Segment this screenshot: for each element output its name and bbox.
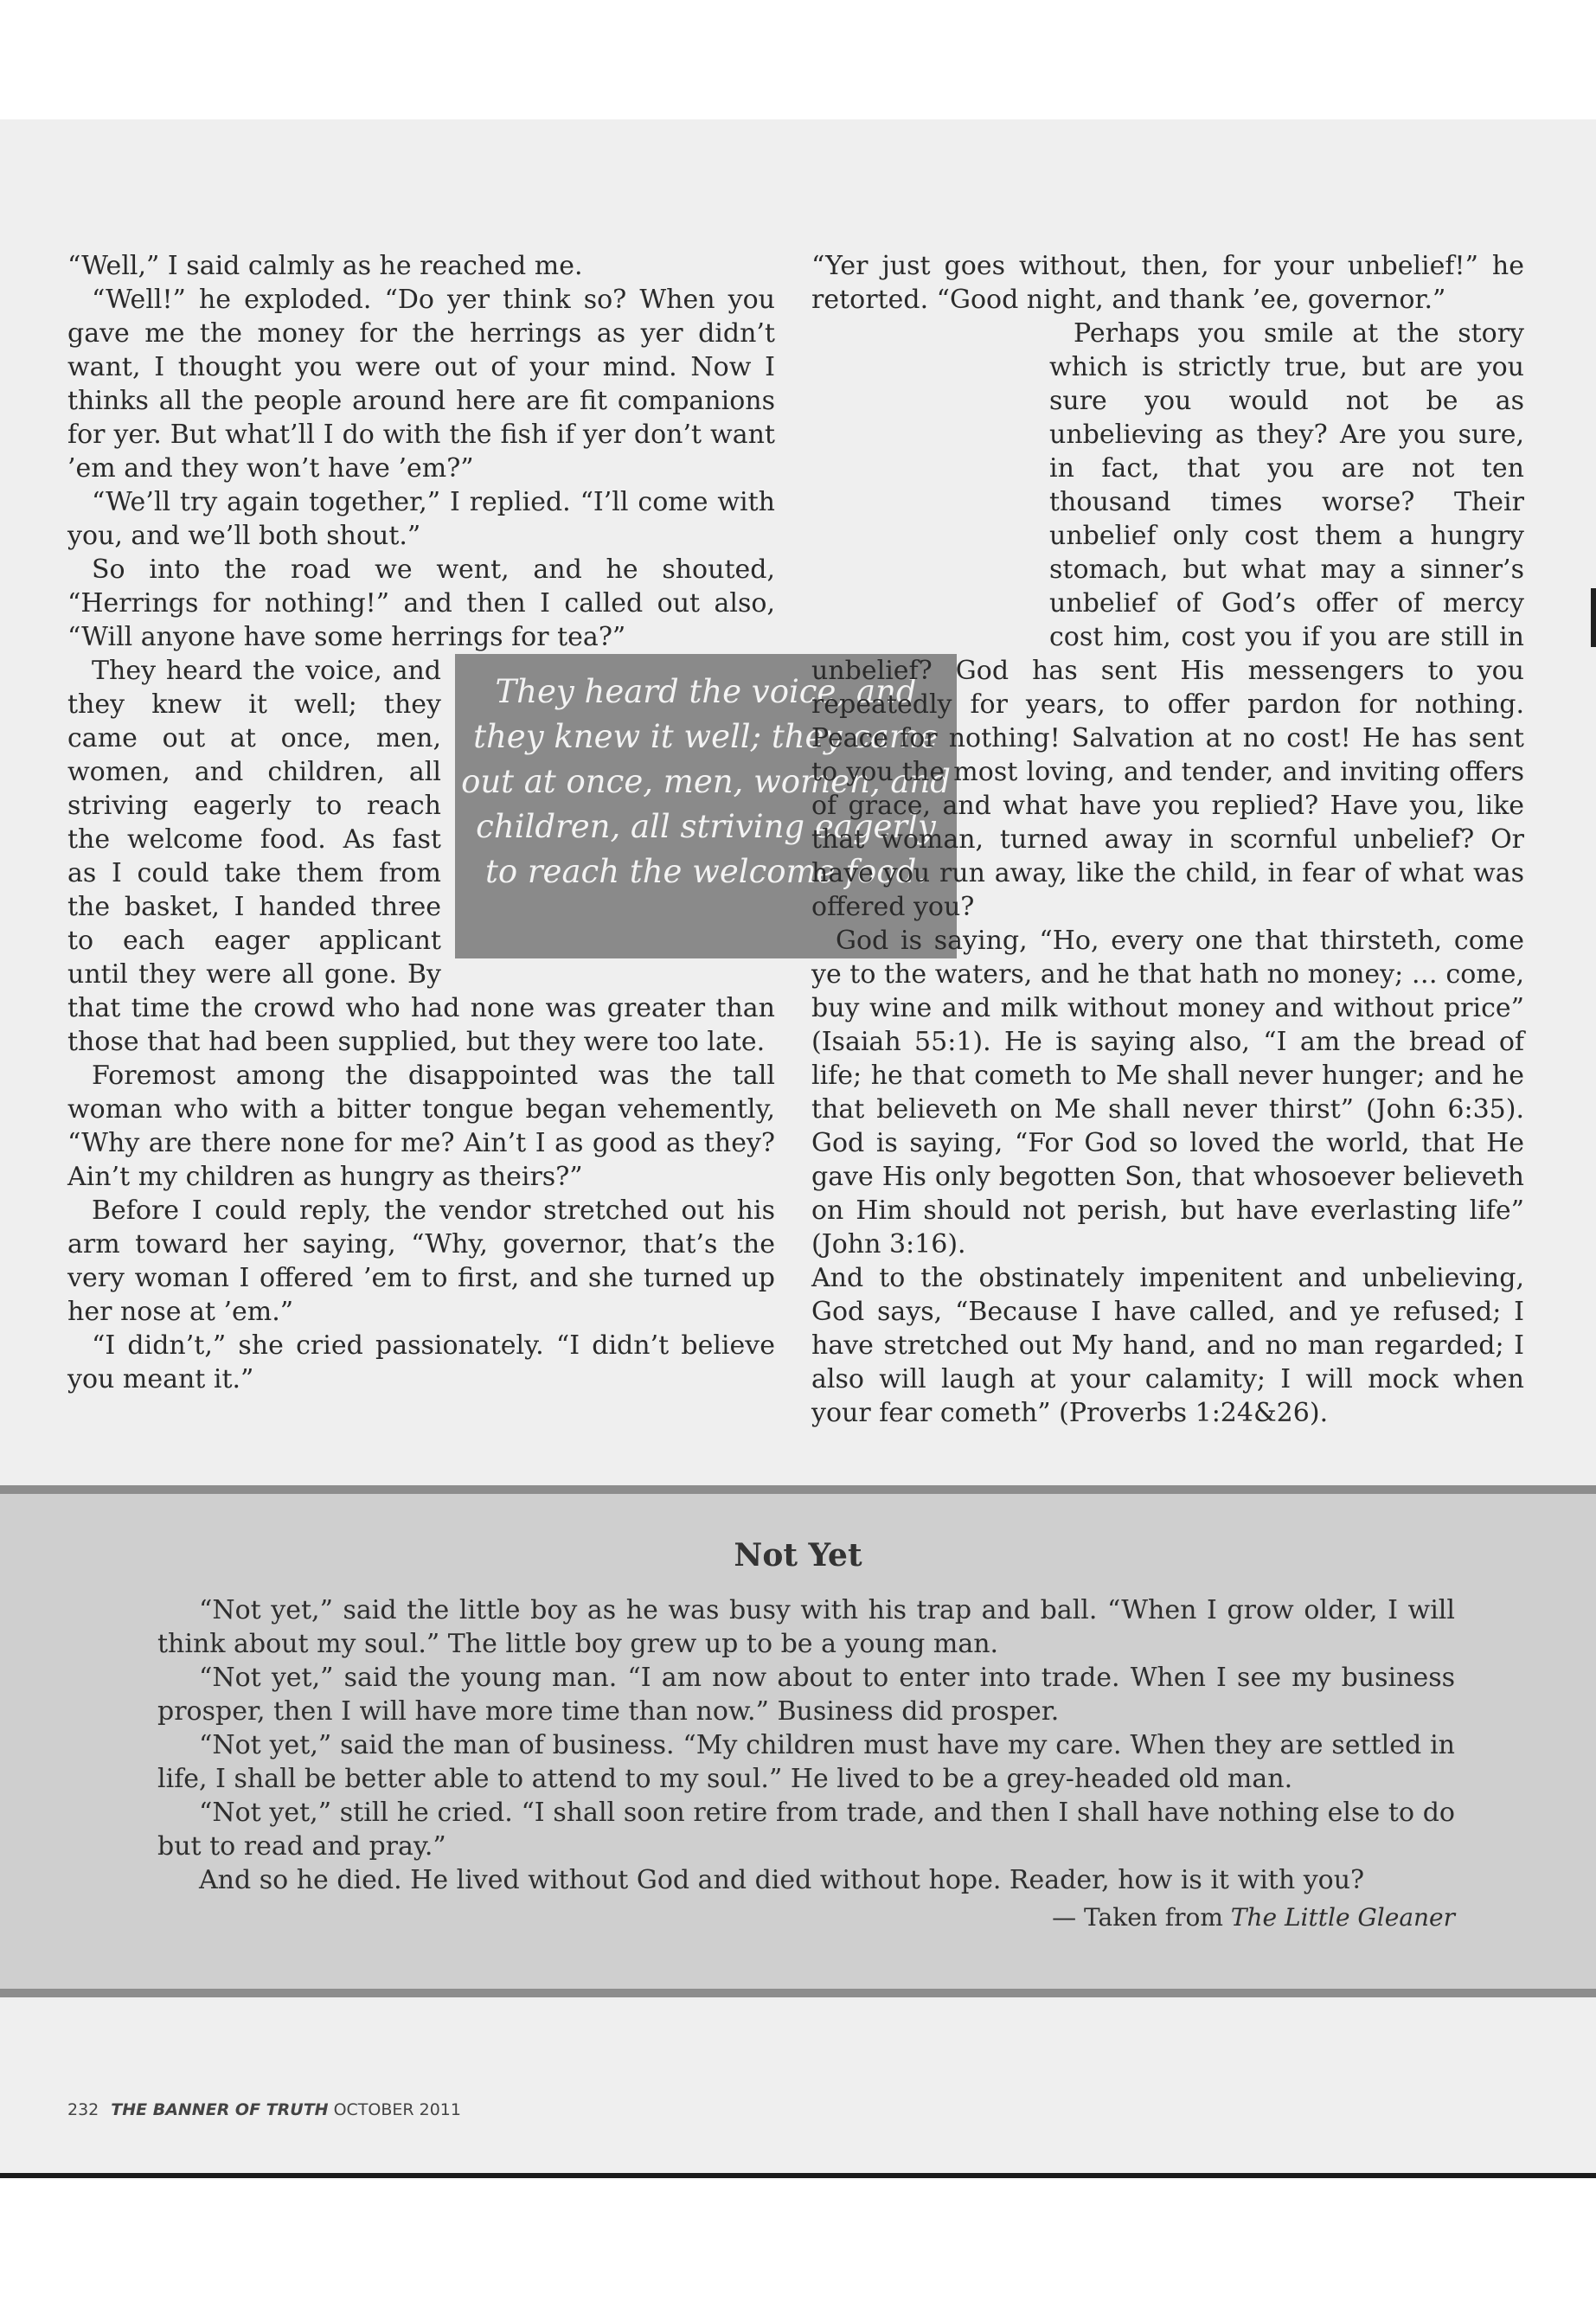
edge-mark — [1591, 588, 1596, 647]
paragraph: God is saying, “Ho, every one that thirsteth, come ye to the waters, and he that hath no money; … come, buy wine and milk without money and without price” (Isaiah 55:1). He is saying also, “I am the bread of life; he that cometh to Me shall never hunger; and he that believeth on Me shall never thirst” (John 6:35). God is saying, “For God so loved the world, that He gave His only begotten Son, that whosoever believeth on Him should not perish, but have everlasting life” (John 3:16). — [811, 926, 1524, 1259]
sidebar-paragraph: “Not yet,” said the young man. “I am now about to enter into trade. When I see my business prosper, then I will have more time than now.” Business did prosper. — [157, 1663, 1455, 1727]
sidebar-credit — [157, 1900, 1455, 1934]
paragraph: “Well!” he exploded. “Do yer think so? When you gave me the money for the herrings as yer didn’t want, I thought you were out of your mind. Now I thinks all the people around here are fit companions for yer. But what’ll I do with the fish if yer don’t want ’em and they won’t have ’em?” — [67, 285, 775, 484]
paragraph: And to the obstinately impenitent and unbelieving, God says, “Because I have called, and ye refused; I have stretched out My hand, and no man regarded; I also will laugh at your calamity; I will mock when your fear cometh” (Proverbs 1:24&26). — [811, 1263, 1524, 1428]
page-footer — [67, 2100, 461, 2119]
paragraph: Foremost among the disappointed was the tall woman who with a bitter tongue began vehemently, “Why are there none for me? Ain’t I as good as they? Ain’t my children as hungry as theirs?” — [67, 1061, 775, 1192]
issue-date: OCTOBER 2011 — [333, 2100, 461, 2119]
sidebar-paragraph: “Not yet,” still he cried. “I shall soon retire from trade, and then I shall have nothing else to do but to read and pray.” — [157, 1798, 1455, 1862]
credit-prefix: — Taken from — [1052, 1903, 1231, 1932]
paragraph: Before I could reply, the vendor stretched out his arm toward her saying, “Why, governor, that’s the very woman I offered ’em to first, and she turned up her nose at ’em.” — [67, 1195, 775, 1327]
sidebar-title: Not Yet — [734, 1537, 862, 1574]
left-column — [67, 249, 951, 1396]
credit-source: The Little Gleaner — [1230, 1903, 1455, 1932]
right-column — [811, 249, 1524, 1430]
pull-quote-wrap-space — [811, 317, 1049, 637]
magazine-name: THE BANNER OF TRUTH — [111, 2100, 329, 2119]
paragraph: “I didn’t,” she cried passionately. “I didn’t believe you meant it.” — [67, 1330, 775, 1394]
paragraph: “Yer just goes without, then, for your unbelief!” he retorted. “Good night, and thank ’ee, governor.” — [811, 251, 1524, 315]
sidebar-paragraph: And so he died. He lived without God and died without hope. Reader, how is it with you? — [199, 1865, 1365, 1895]
sidebar-paragraph: “Not yet,” said the man of business. “My children must have my care. When they are settled in life, I shall be better able to attend to my soul.” He lived to be a grey-headed old man. — [157, 1730, 1455, 1794]
paragraph: So into the road we went, and he shouted, “Herrings for nothing!” and then I called out also, “Will anyone have some herrings for tea?” — [67, 554, 775, 652]
sidebar-paragraph: “Not yet,” said the little boy as he was busy with his trap and ball. “When I grow older, I will think about my soul.” The little boy grew up to be a young man. — [157, 1595, 1455, 1659]
paragraph: They heard the voice, and they knew it well; they came out at once, men, women, and children, all striving eagerly to reach the welcome food. As fast as I could take them from the basket, I handed three to each eager applicant until they were all gone. By that time the crowd who had none was greater than those that had been supplied, but they were too late. — [67, 656, 775, 1057]
paragraph: “Well,” I said calmly as he reached me. — [67, 251, 583, 281]
paragraph: “We’ll try again together,” I replied. “I’ll come with you, and we’ll both shout.” — [67, 487, 775, 551]
bottom-rule — [0, 2173, 1596, 2178]
sidebar-body — [157, 1593, 1455, 1934]
page-number: 232 — [67, 2100, 99, 2119]
paragraph: Perhaps you smile at the story which is strictly true, but are you sure you would not be as unbelieving as they? Are you sure, in fact, that you are not ten thousand times worse? Their unbelief only cost them a hungry stomach, but what may a sinner’s unbelief of God’s offer of mercy cost him, cost you if you are still in unbelief? God has sent His messengers to you repeatedly for years, to offer pardon for nothing. Peace for nothing! Salvation at no cost! He has sent to you the most loving, and tender, and inviting offers of grace, and what have you replied? Have you, like that woman, turned away in scornful unbelief? Or have you run away, like the child, in fear of what was offered you? — [811, 318, 1524, 922]
pull-quote-text: They heard the voice, and they knew it well; they came out at once, men, women, and children, all striving eagerly to reach the welcome food. — [461, 673, 951, 890]
not-yet-sidebar — [0, 1485, 1596, 1997]
